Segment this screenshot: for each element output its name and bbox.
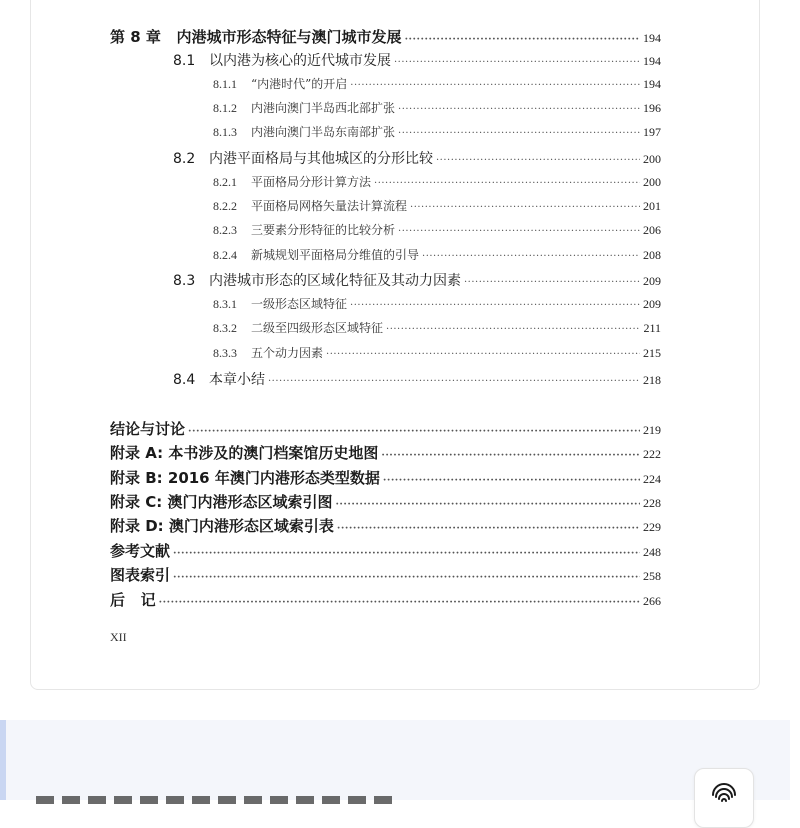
toc-entry-subsection: [213, 123, 661, 140]
toc-label: [213, 173, 371, 190]
toc-title: 本章小结: [209, 372, 265, 388]
toc-title: 图表索引: [110, 566, 171, 584]
toc-title: 一级形态区域特征: [251, 297, 348, 311]
toc-page-number: 211: [643, 321, 661, 335]
toc-page-number: 224: [643, 472, 661, 486]
toc-page-number: 209: [643, 274, 661, 288]
toc-leader-dots: [464, 277, 640, 288]
toc-leader-dots: [337, 523, 640, 534]
toc-label: [213, 75, 347, 92]
toc-number: 8.4: [173, 372, 196, 388]
toc-leader-dots: [326, 349, 640, 360]
next-section-title-cropped: [36, 792, 396, 808]
toc-leader-dots: [173, 548, 640, 559]
toc-page-number: 229: [643, 520, 661, 534]
toc-entry-section: [173, 148, 661, 168]
toc-entry-chapter: [110, 418, 661, 439]
toc-entry-subsection: [213, 295, 661, 312]
toc-page-number: 266: [643, 594, 661, 608]
page-number: XII: [110, 630, 127, 644]
toc-page-number: 200: [643, 152, 661, 166]
toc-label: [110, 564, 170, 585]
toc-leader-dots: [410, 202, 640, 213]
toc-title: 二级至四级形态区域特征: [251, 321, 384, 335]
fingerprint-icon: [709, 783, 739, 813]
toc-number: 8.3.1: [213, 297, 237, 311]
toc-label: [213, 197, 407, 214]
toc-label: [173, 50, 391, 70]
toc-page-number: 209: [643, 297, 661, 311]
toc-label: [213, 319, 383, 336]
toc-page-number: 206: [643, 223, 661, 237]
toc-entry-subsection: [213, 221, 661, 238]
toc-title: 平面格局分形计算方法: [251, 175, 372, 189]
toc-entry-subsection: [213, 75, 661, 92]
toc-page-number: 196: [643, 101, 661, 115]
toc-title: 后 记: [110, 591, 156, 609]
toc-label: [213, 246, 419, 263]
toc-page-number: 228: [643, 496, 661, 510]
toc-page-number: 218: [643, 373, 661, 387]
toc-number: 8.3: [173, 273, 196, 289]
toc-entry-chapter: [110, 467, 661, 488]
toc-page-number: 200: [643, 175, 661, 189]
toc-entry-chapter: [110, 491, 661, 512]
toc-leader-dots: [422, 251, 640, 262]
toc-entry-chapter: [110, 589, 661, 610]
toc-label: [213, 99, 395, 116]
next-section-panel: [0, 720, 790, 800]
toc-title: 五个动力因素: [251, 346, 324, 360]
toc-leader-dots: [173, 572, 640, 583]
toc-label: [110, 467, 380, 488]
toc-leader-dots: [394, 57, 640, 68]
toc-label: [213, 344, 323, 361]
toc-number: 8.2.1: [213, 175, 237, 189]
toc-label: [110, 540, 170, 561]
toc-number: 8.3.2: [213, 321, 237, 335]
toc-leader-dots: [350, 80, 640, 91]
toc-entry-subsection: [213, 246, 661, 263]
toc-entry-subsection: [213, 99, 661, 116]
toc-label: [213, 295, 347, 312]
toc-leader-dots: [436, 155, 640, 166]
toc-title: 附录 A: 本书涉及的澳门档案馆历史地图: [110, 444, 379, 462]
toc-label: [110, 491, 332, 512]
toc-number: 8.1.1: [213, 77, 237, 91]
toc-leader-dots: [386, 324, 640, 335]
toc-page-number: 194: [643, 77, 661, 91]
toc-page-number: 208: [643, 248, 661, 262]
toc-entry-chapter: [110, 26, 661, 47]
toc-title: 新城规划平面格局分维值的引导: [251, 248, 420, 262]
toc-page-number: 248: [643, 545, 661, 559]
toc-label: [213, 221, 395, 238]
toc-title: 内港平面格局与其他城区的分形比较: [209, 151, 433, 167]
toc-title: 附录 C: 澳门内港形态区域索引图: [110, 493, 333, 511]
toc-label: [173, 369, 265, 389]
toc-entry-chapter: [110, 564, 661, 585]
toc-number: 8.1: [173, 53, 196, 69]
toc-number: 8.2: [173, 151, 196, 167]
toc-title: 平面格局网格矢量法计算流程: [251, 199, 408, 213]
toc-label: [173, 270, 461, 290]
toc-entry-chapter: [110, 515, 661, 536]
toc-page-number: 258: [643, 569, 661, 583]
toc-title: 以内港为核心的近代城市发展: [209, 53, 391, 69]
toc-leader-dots: [398, 104, 640, 115]
toc-entry-section: [173, 50, 661, 70]
toc-entry-subsection: [213, 344, 661, 361]
toc-title: 内港向澳门半岛东南部扩张: [251, 125, 396, 139]
toc-title: 内港向澳门半岛西北部扩张: [251, 101, 396, 115]
toc-title: 附录 B: 2016 年澳门内港形态类型数据: [110, 469, 380, 487]
toc-entry-chapter: [110, 442, 661, 463]
toc-leader-dots: [383, 475, 640, 486]
toc-title: 附录 D: 澳门内港形态区域索引表: [110, 517, 334, 535]
toc-label: [110, 26, 402, 47]
toc-label: [213, 123, 395, 140]
toc-entry-subsection: [213, 173, 661, 190]
toc-leader-dots: [188, 426, 640, 437]
toc-number: 8.2.2: [213, 199, 237, 213]
toc-page-number: 194: [643, 54, 661, 68]
toc-leader-dots: [405, 34, 640, 45]
toc-entry-section: [173, 369, 661, 389]
toc-leader-dots: [398, 226, 640, 237]
toc-label: [110, 418, 185, 439]
toc-label: [110, 515, 334, 536]
toc-entry-chapter: [110, 540, 661, 561]
toc-title: 参考文献: [110, 542, 171, 560]
toc-leader-dots: [350, 300, 640, 311]
toc-page-number: 222: [643, 447, 661, 461]
toc-entry-subsection: [213, 319, 661, 336]
toc-leader-dots: [335, 499, 640, 510]
toc-title: “内港时代”的开启: [251, 77, 348, 91]
toc-page-number: 201: [643, 199, 661, 213]
toc-number: 8.2.4: [213, 248, 237, 262]
toc-leader-dots: [374, 178, 640, 189]
toc-title: 内港城市形态的区域化特征及其动力因素: [209, 273, 461, 289]
toc-leader-dots: [381, 450, 640, 461]
toc-label: [110, 589, 156, 610]
toc-number: 8.1.3: [213, 125, 237, 139]
toc-entry-subsection: [213, 197, 661, 214]
fingerprint-button[interactable]: [694, 768, 754, 828]
toc-page-number: 215: [643, 346, 661, 360]
scrollbar[interactable]: [790, 0, 800, 800]
toc-leader-dots: [398, 128, 640, 139]
toc-page-number: 194: [643, 31, 661, 45]
toc-title: 三要素分形特征的比较分析: [251, 223, 396, 237]
toc-number: 8.2.3: [213, 223, 237, 237]
toc-number: 8.1.2: [213, 101, 237, 115]
toc-page-number: 197: [643, 125, 661, 139]
toc-leader-dots: [159, 597, 640, 608]
toc-leader-dots: [268, 376, 640, 387]
toc-number: 8.3.3: [213, 346, 237, 360]
toc-title: 结论与讨论: [110, 420, 186, 438]
toc-entry-section: [173, 270, 661, 290]
toc-label: [173, 148, 433, 168]
toc-page-number: 219: [643, 423, 661, 437]
toc-title: 第 8 章 内港城市形态特征与澳门城市发展: [110, 28, 402, 46]
section-accent-bar: [0, 720, 6, 800]
toc-label: [110, 442, 378, 463]
